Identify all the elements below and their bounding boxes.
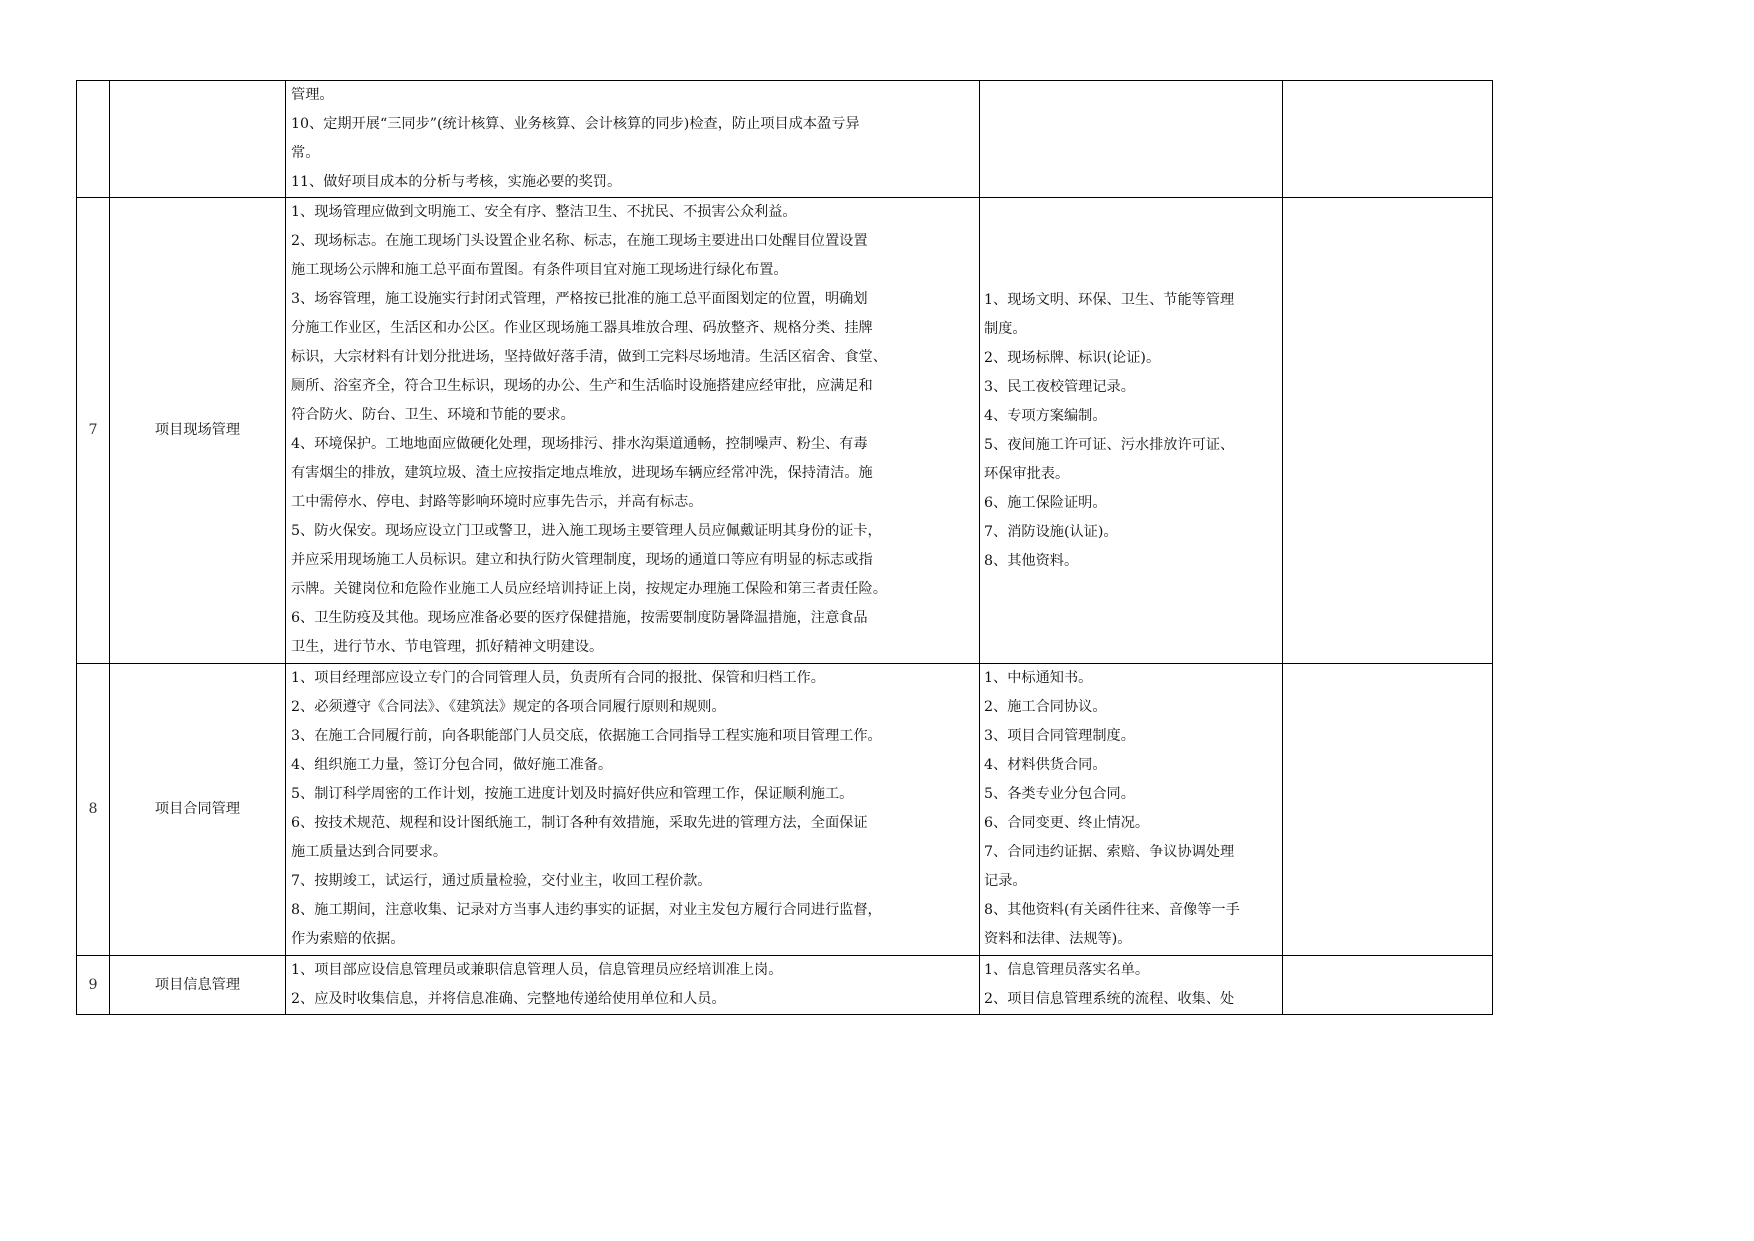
- content-line: 8、施工期间，注意收集、记录对方当事人违约事实的证据，对业主发包方履行合同进行监督，: [291, 902, 882, 918]
- required-documents-cell: [980, 81, 1283, 198]
- required-documents-cell: [980, 956, 1283, 1015]
- content-line: 2、应及时收集信息，并将信息准确、完整地传递给使用单位和人员。: [291, 991, 726, 1007]
- item-name: [110, 81, 286, 198]
- document-line: 1、信息管理员落实名单。: [984, 962, 1150, 978]
- content-line: 7、按期竣工，试运行，通过质量检验，交付业主，收回工程价款。: [291, 873, 712, 889]
- document-line: 7、消防设施(认证)。: [984, 523, 1118, 540]
- content-line: 1、项目经理部应设立专门的合同管理人员，负责所有合同的报批、保管和归档工作。: [291, 670, 825, 686]
- document-line: 2、施工合同协议。: [984, 699, 1107, 715]
- row-number: 8: [77, 664, 110, 956]
- management-content-cell: [286, 956, 980, 1015]
- item-name: 项目信息管理: [110, 956, 286, 1015]
- document-line: 8、其他资料(有关函件往来、音像等一手: [984, 902, 1240, 918]
- management-content-cell: [286, 198, 980, 664]
- document-line: 记录。: [984, 873, 1027, 889]
- document-line: 1、中标通知书。: [984, 670, 1093, 686]
- content-line: 2、现场标志。在施工现场门头设置企业名称、标志，在施工现场主要进出口处醒目位置设置: [291, 233, 868, 249]
- document-line: 环保审批表。: [984, 465, 1070, 482]
- content-line: 有害烟尘的排放，建筑垃圾、渣土应按指定地点堆放，进现场车辆应经常冲洗，保持清洁。施: [291, 465, 873, 481]
- item-name: 项目现场管理: [110, 198, 286, 664]
- document-line: 7、合同违约证据、索赔、争议协调处理: [984, 844, 1235, 860]
- content-line: 卫生，进行节水、节电管理，抓好精神文明建设。: [291, 639, 604, 655]
- table-row: [77, 956, 1493, 1015]
- document-line: 5、各类专业分包合同。: [984, 786, 1135, 802]
- management-content-cell: [286, 81, 980, 198]
- management-content-cell: [286, 664, 980, 956]
- content-line: 施工质量达到合同要求。: [291, 844, 448, 860]
- content-line: 1、项目部应设信息管理员或兼职信息管理人员，信息管理员应经培训准上岗。: [291, 962, 783, 978]
- content-line: 工中需停水、停电、封路等影响环境时应事先告示，并高有标志。: [291, 494, 703, 510]
- content-line: 5、制订科学周密的工作计划，按施工进度计划及时搞好供应和管理工作，保证顺利施工。: [291, 786, 854, 802]
- table-row: [77, 664, 1493, 956]
- document-line: 6、合同变更、终止情况。: [984, 815, 1150, 831]
- document-line: 2、现场标牌、标识(论证)。: [984, 349, 1161, 366]
- content-line: 作为索赔的依据。: [291, 931, 405, 947]
- document-line: 资料和法律、法规等)。: [984, 931, 1132, 947]
- document-line: 5、夜间施工许可证、污水排放许可证、: [984, 436, 1235, 453]
- remark-cell: [1283, 81, 1493, 198]
- document-line: 4、专项方案编制。: [984, 407, 1107, 424]
- document-line: 3、民工夜校管理记录。: [984, 378, 1135, 395]
- content-line: 11、做好项目成本的分析与考核，实施必要的奖罚。: [291, 174, 622, 190]
- content-line: 4、环境保护。工地地面应做硬化处理，现场排污、排水沟渠道通畅，控制噪声、粉尘、有毒: [291, 436, 868, 452]
- required-documents-cell: [980, 198, 1283, 664]
- content-line: 1、现场管理应做到文明施工、安全有序、整洁卫生、不扰民、不损害公众利益。: [291, 204, 797, 220]
- document-line: 制度。: [984, 320, 1027, 337]
- remark-cell: [1283, 664, 1493, 956]
- document-line: 1、现场文明、环保、卫生、节能等管理: [984, 291, 1235, 308]
- document-line: 4、材料供货合同。: [984, 757, 1107, 773]
- content-line: 10、定期开展“三同步”(统计核算、业务核算、会计核算的同步)检查，防止项目成本盈亏异: [291, 116, 860, 132]
- management-table: [76, 80, 1493, 1015]
- content-line: 3、场容管理，施工设施实行封闭式管理，严格按已批准的施工总平面图划定的位置，明确划: [291, 291, 868, 307]
- content-line: 示牌。关键岗位和危险作业施工人员应经培训持证上岗，按规定办理施工保险和第三者责任险。: [291, 581, 887, 597]
- row-number: 9: [77, 956, 110, 1015]
- remark-cell: [1283, 956, 1493, 1015]
- content-line: 常。: [291, 145, 320, 161]
- content-line: 3、在施工合同履行前，向各职能部门人员交底，依据施工合同指导工程实施和项目管理工作。: [291, 728, 882, 744]
- table-body: [77, 81, 1493, 1015]
- content-line: 并应采用现场施工人员标识。建立和执行防火管理制度，现场的通道口等应有明显的标志或指: [291, 552, 873, 568]
- table-row: [77, 198, 1493, 664]
- content-line: 2、必须遵守《合同法》、《建筑法》规定的各项合同履行原则和规则。: [291, 699, 726, 715]
- content-line: 分施工作业区，生活区和办公区。作业区现场施工器具堆放合理、码放整齐、规格分类、挂牌: [291, 320, 873, 336]
- required-documents-cell: [980, 664, 1283, 956]
- content-line: 6、按技术规范、规程和设计图纸施工，制订各种有效措施，采取先进的管理方法，全面保证: [291, 815, 868, 831]
- content-line: 符合防火、防台、卫生、环境和节能的要求。: [291, 407, 575, 423]
- row-number: 7: [77, 198, 110, 664]
- content-line: 厕所、浴室齐全，符合卫生标识，现场的办公、生产和生活临时设施搭建应经审批，应满足和: [291, 378, 873, 394]
- item-name: 项目合同管理: [110, 664, 286, 956]
- content-line: 5、防火保安。现场应设立门卫或警卫，进入施工现场主要管理人员应佩戴证明其身份的证卡，: [291, 523, 882, 539]
- document-line: 2、项目信息管理系统的流程、收集、处: [984, 991, 1235, 1007]
- document-line: 3、项目合同管理制度。: [984, 728, 1135, 744]
- document-line: 8、其他资料。: [984, 552, 1079, 569]
- content-line: 6、卫生防疫及其他。现场应准备必要的医疗保健措施，按需要制度防暑降温措施，注意食品: [291, 610, 868, 626]
- content-line: 标识，大宗材料有计划分批进场，坚持做好落手清，做到工完料尽场地清。生活区宿舍、食堂、: [291, 349, 887, 365]
- content-line: 4、组织施工力量，签订分包合同，做好施工准备。: [291, 757, 613, 773]
- document-line: 6、施工保险证明。: [984, 494, 1107, 511]
- remark-cell: [1283, 198, 1493, 664]
- table-row: [77, 81, 1493, 198]
- content-line: 管理。: [291, 87, 334, 103]
- row-number: [77, 81, 110, 198]
- content-line: 施工现场公示牌和施工总平面布置图。有条件项目宜对施工现场进行绿化布置。: [291, 262, 788, 278]
